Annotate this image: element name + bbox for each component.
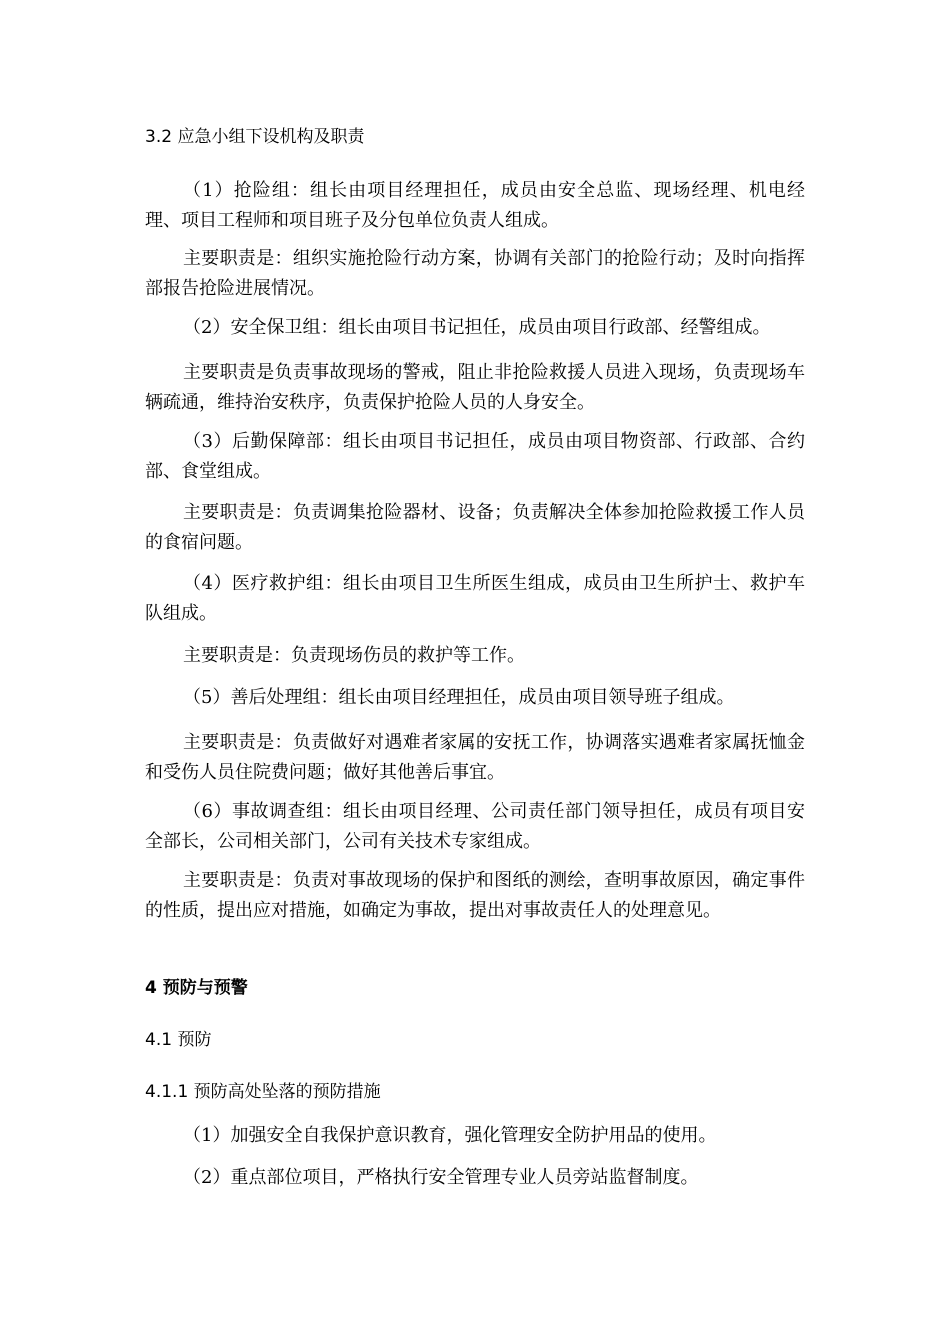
paragraph-medical-duties: 主要职责是：负责现场伤员的救护等工作。 — [183, 645, 525, 666]
paragraph-investigation-duties: 主要职责是：负责对事故现场的保护和图纸的测绘，查明事故原因，确定事件的性质，提出应对措施，如确定为事故，提出对事故责任人的处理意见。 — [145, 870, 805, 921]
paragraph-aftermath-group: （5）善后处理组：组长由项目经理担任，成员由项目领导班子组成。 — [183, 687, 735, 708]
paragraph-security-duties: 主要职责是负责事故现场的警戒，阻止非抢险救援人员进入现场，负责现场车辆疏通，维持治安秩序，负责保护抢险人员的人身安全。 — [145, 362, 805, 413]
paragraph-security-group: （2）安全保卫组：组长由项目书记担任，成员由项目行政部、经警组成。 — [183, 317, 771, 338]
measure-item-1: （1）加强安全自我保护意识教育，强化管理安全防护用品的使用。 — [183, 1125, 717, 1146]
heading-4-1: 4.1 预防 — [145, 1030, 212, 1050]
paragraph-medical-group: （4）医疗救护组：组长由项目卫生所医生组成，成员由卫生所护士、救护车队组成。 — [145, 573, 805, 624]
paragraph-rescue-duties: 主要职责是：组织实施抢险行动方案，协调有关部门的抢险行动；及时向指挥部报告抢险进展情况。 — [145, 248, 805, 299]
heading-4: 4 预防与预警 — [145, 978, 248, 998]
paragraph-investigation-group: （6）事故调查组：组长由项目经理、公司责任部门领导担任，成员有项目安全部长，公司相关部门，公司有关技术专家组成。 — [145, 801, 805, 852]
measure-item-2: （2）重点部位项目，严格执行安全管理专业人员旁站监督制度。 — [183, 1167, 699, 1188]
paragraph-logistics-duties: 主要职责是：负责调集抢险器材、设备；负责解决全体参加抢险救援工作人员的食宿问题。 — [145, 502, 805, 553]
heading-4-1-1: 4.1.1 预防高处坠落的预防措施 — [145, 1082, 381, 1102]
paragraph-aftermath-duties: 主要职责是：负责做好对遇难者家属的安抚工作，协调落实遇难者家属抚恤金和受伤人员住院费问题；做好其他善后事宜。 — [145, 732, 805, 783]
heading-3-2: 3.2 应急小组下设机构及职责 — [145, 127, 365, 147]
paragraph-rescue-group: （1）抢险组：组长由项目经理担任，成员由安全总监、现场经理、机电经理、项目工程师和项目班子及分包单位负责人组成。 — [145, 180, 805, 231]
paragraph-logistics-group: （3）后勤保障部：组长由项目书记担任，成员由项目物资部、行政部、合约部、食堂组成。 — [145, 431, 805, 482]
